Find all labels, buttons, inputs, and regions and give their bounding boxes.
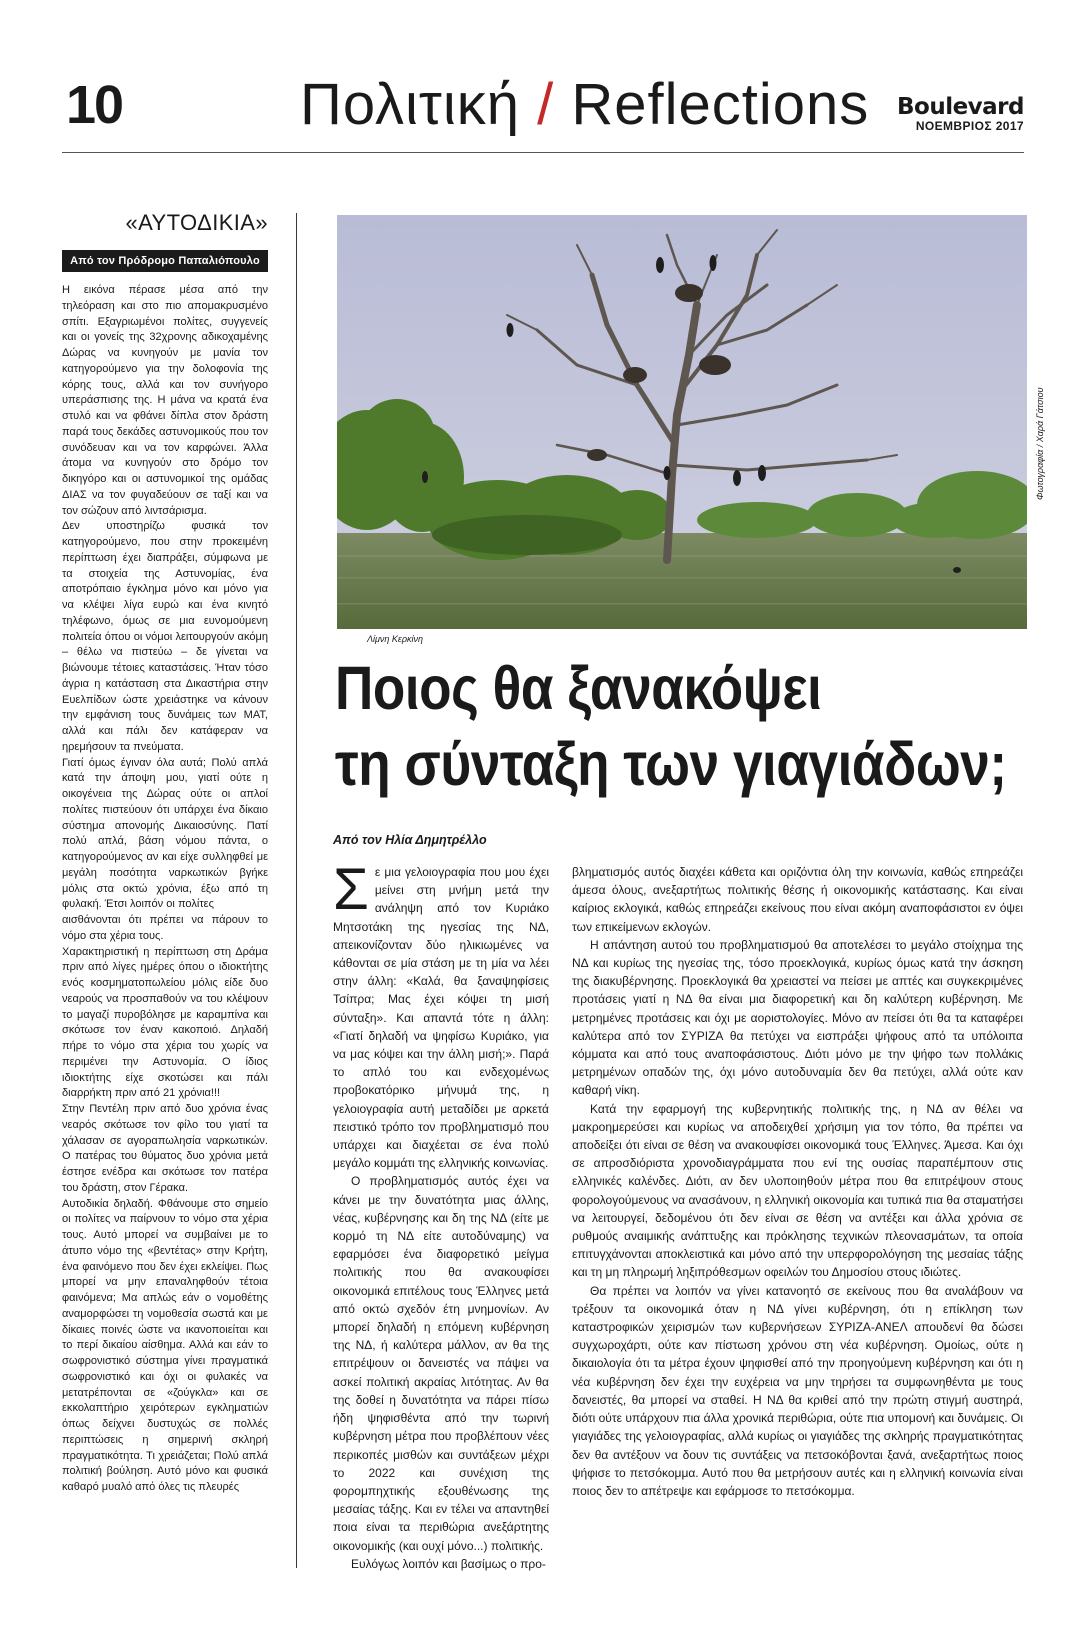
opinion-paragraph: Γιατί όμως έγιναν όλα αυτά; Πολύ απλά κατά την άποψη μου, γιατί ούτε η οικογένεια της Δώρας ούτε οι απλοί πολίτες πιστεύουν ότι υπάρχει ένα δίκαιο σύστημα απονομής Δικαιοσύνης. Πατί πολύ απλά, βάση νόμου πάντα, ο κατηγορούμενος αν και είχε συλληφθεί με μεγάλη ποσότητα ναρκωτικών βγήκε μόλις στα οκτώ χρόνια, έξω από τη φυλακή. Έτσι λοιπόν οι πολίτες [62, 756, 268, 911]
article-paragraph: Ο προβληματισμός αυτός έχει να κάνει με την δυνατότητα μιας άλλης, νέας, κυβέρνησης και δη της ΝΔ (είτε με κορμό τη ΝΔ είτε αυτοδύναμης) να εφαρμόσει ένα διαφορετικό μείγμα πολιτικής που θα ανακουφίσει οικονομικά επιτέλους τους Έλληνες μετά από οκτώ σχεδόν έτη μνημονίων. Αν μπορεί δηλαδή η επόμενη κυβέρνηση της ΝΔ, ή καλύτερα μάλλον, αν θα της επιτρέψουν οι δανειστές να πάψει να ασκεί πολιτική ακραίας λιτότητας. Αν θα της δοθεί η δυνατότητα να πάρει πίσω ήδη ψηφισθέντα από την τωρινή κυβέρνηση μέτρα που προβλέπουν νέες περικοπές μισθών και συντάξεων μέχρι το 2022 και συνέχιση της φορομπηχτικής εξουθένωσης της μεσαίας τάξης. Και εν τέλει να απαντηθεί ποια είναι τα περιθώρια ανεξάρτητης οικονομικής (και ουχί μόνο...) πολιτικής. [333, 1174, 549, 1553]
brand-logo: Boulevard [896, 94, 1024, 120]
photo-credit: Φωτογραφία / Χαρά Γάτσιου [1035, 387, 1045, 500]
opinion-paragraph: Στην Πεντέλη πριν από δυο χρόνια ένας νεαρός σκότωσε τον φίλο του γιατί τα χάλασαν σε αγοραπωλησία ναρκωτικών. Ο πατέρας του θύματος δυο χρόνια μετά έστησε ενέδρα και σκότωσε τον πατέρα του δράστη, στον Γέρακα. [62, 1103, 268, 1194]
article-column-1 [333, 857, 549, 1573]
opinion-byline: Από τον Πρόδρομο Παπαλιόπουλο [62, 250, 268, 272]
opinion-paragraph: Η εικόνα πέρασε μέσα από την τηλεόραση και στο πιο απομακρυσμένο σπίτι. Εξαγριωμένοι πολίτες, συγγενείς και οι γονείς της 32χρονης αδικοχαμένης Δώρας να κυνηγούν με μανία τον κατηγορούμενο για την δολοφονία της κόρης τους, αλλά και τον συνήγορο υπεράσπισης της. Η μάνα να κρατά ένα στυλό και να φθάνει δίπλα στον δράστη παρά τους δεκάδες αστυνομικούς που τον συνόδευαν και να τον καρφώνει. Άλλα άτομα να κυνηγούν στο δρόμο τον δικηγόρο και οι αστυνομικοί της ομάδας ΔΙΑΣ να τον φυγαδεύουν σε ταξί και να τον σώζουν από λιντσάρισμα. [62, 284, 268, 517]
headline-line-1: Ποιος θα ξανακόψει [335, 654, 822, 722]
opinion-paragraph: Χαρακτηριστική η περίπτωση στη Δράμα πριν από λίγες ημέρες όπου ο ιδιοκτήτης ενός κοσμηματοπωλείου μόλις είδε δυο νεαρούς να προσπαθούν να του κλέψουν το μαγαζί πυροβόλησε με καραμπίνα και σκότωσε τον έναν κακοποιό. Δηλαδή πήρε το νόμο στα χέρια του χωρίς να περιμένει την Αστυνομία. Ο ίδιος ιδιοκτήτης είχε σκοτώσει και πάλι διαρρήκτη πριν από 21 χρόνια!!! [62, 945, 268, 1100]
section-english: Reflections [571, 72, 870, 137]
page-number: 10 [66, 75, 123, 135]
opinion-body [62, 283, 268, 1496]
article-column-2 [572, 863, 1023, 1500]
opinion-paragraph: Αυτοδικία δηλαδή. Φθάνουμε στο σημείο οι πολίτες να παίρνουν το νόμο στα χέρια τους. Αυτό μπορεί να συμβαίνει με το άτυπο νόμο της «βεντέτας» στην Κρήτη, ένα φαινόμενο που δεν έχει εκλείψει. Πως μπορεί να μην επαναληφθούν τέτοια φαινόμενα; Μα απλώς εάν ο νομοθέτης αναμορφώσει τη νομοθεσία σωστά και με δίκαιες ποινές ώστε να ικανοποιείται και το περί δικαίου αίσθημα. Αλλά και εάν το σωφρονιστικό σύστημα γίνει πραγματικά σωφρονιστικό και όχι οι φυλακές να μετατρέπονται σε «ζούγκλα» και σε εκκολαπτήριο χειρότερων εγκληματιών όπως δείχνει δυστυχώς σε πολλές περιπτώσεις η σημερινή σκληρή πραγματικότητα. Τι χρειάζεται; Πολύ απλά πολιτική βούληση. Αυτό μόνο και φυσικά καθαρό μυαλό από όλες τις πλευρές [62, 1197, 268, 1493]
article-paragraph: Σε μια γελοιογραφία που μου έχει μείνει στη μνήμη μετά την ανάληψη από τον Κυριάκο Μητσοτάκη της ηγεσίας της ΝΔ, απεικονίζονταν δύο ηλικιωμένες να κάθονται σε μία στάση με τη μία να λέει στην άλλη: «Καλά, θα ξαναψηφίσεις Τσίπρα; Μας έχει κόψει τη μισή σύνταξη». Και απαντά τότε η άλλη: «Γιατί δηλαδή να ψηφίσω Κυριάκο, για να μας κόψει και την άλλη μισή;». Παρά το απλό του και ενδεχομένως προβοκατόρικο μήνυμά της, η γελοιογραφία αυτή μεταδίδει με αρκετά πειστικό τρόπο τον προβληματισμό που υπάρχει και διαχέεται σε ένα πολύ μεγάλο κομμάτι της ελληνικής κοινωνίας. [333, 857, 549, 1171]
article-paragraph: βληματισμός αυτός διαχέει κάθετα και οριζόντια όλη την κοινωνία, καθώς επηρεάζει άμεσα όλους, ανεξαρτήτως πολιτικής θέσης ή οικονομικής κατάστασης. Και είναι καίριος εκλογικά, καθώς επηρεάζει εκείνους που είναι ακόμη αναποφάσιστοι εν όψει των επικείμενων εκλογών. [572, 865, 1023, 934]
article-paragraph: Θα πρέπει να λοιπόν να γίνει κατανοητό σε εκείνους που θα αναλάβουν να τρέξουν τα οικονομικά όταν η ΝΔ γίνει κυβέρνηση, ότι η επίκληση των καταστροφικών χειρισμών των κυβερνήσεων ΣΥΡΙΖΑ-ΑΝΕΛ απουδενί θα δώσει συγχωροχάρτι, ούτε καν πίστωση χρόνου στη νέα κυβέρνηση. Ομοίως, ούτε η δικαιολογία ότι τα μέτρα έχουν ψηφισθεί από την προηγούμενη κυβέρνηση και ότι η νέα κυβέρνηση δεν έχει την ευχέρεια να μην τηρήσει τα συμφωνηθέντα με τους δανειστές, θα μπορεί να σταθεί. Η ΝΔ θα κριθεί από την πρώτη στιγμή αυστηρά, διότι ούτε υπάρχουν πια άλλα χρονικά περιθώρια, ούτε πια υπομονή και δυνάμεις. Οι γιαγιάδες της γελοιογραφίας, αλλά κυρίως οι γιαγιάδες της σκληρής πραγματικότητας δεν θα αντέξουν να δουν τις συντάξεις να πετσοκόβονται ξανά, ανεξαρτήτως ποιος ψήφισε το πετσόκομμα. Αυτό που θα μετρήσουν αυτές και η ελληνική κοινωνία είναι ποιος δεν το απέτρεψε και εφάρμοσε το πετσόκομμα. [572, 1283, 1023, 1498]
article-byline: Από τον Ηλία Δημητρέλλο [333, 833, 487, 847]
article-headline [335, 650, 1007, 802]
headline-line-2: τη σύνταξη των γιαγιάδων; [335, 730, 1007, 798]
photo-caption: Λίμνη Κερκίνη [367, 634, 424, 644]
column-divider [296, 213, 297, 1568]
masthead [897, 96, 1024, 132]
lake-photo [337, 215, 1027, 629]
section-greek: Πολιτική [300, 72, 520, 137]
article-paragraph: Κατά την εφαρμογή της κυβερνητικής πολιτικής της, η ΝΔ αν θέλει να μακροημερεύσει και κυρίως να αποδειχθεί χρήσιμη για τον τόπο, θα πρέπει να αποδείξει ότι είναι σε θέση να ανακουφίσει οικονομικά τους Έλληνες. Άμεσα. Και όχι σε απροσδιόριστα χρονοδιαγράμματα που ενί της ουσίας παραπέμπουν στις ελληνικές καλένδες. Διότι, αν δεν υλοποιηθούν μέτρα που θα επιτρέψουν στους φορολογούμενους να ανασάνουν, η ελληνική οικονομία και τυπικά πια θα σταματήσει να λειτουργεί, δεδομένου ότι δεν είναι σε θέση να αντέξει και άλλα χρόνια σε ρυθμούς αναιμικής ανάπτυξης και πρόκλησης τεχνικών πλεονασμάτων, τα οποία επιτυγχάνονται αποκλειστικά και μόνο από την υπερφορολόγηση της μεσαίας τάξης και τη μη πληρωμή ληξιπρόθεσμων οφειλών του Δημοσίου στους ιδιώτες. [572, 1101, 1023, 1280]
issue-date: ΝΟΕΜΒΡΙΟΣ 2017 [915, 119, 1024, 133]
article-paragraph: Ευλόγως λοιπόν και βασίμως ο προ- [351, 1556, 546, 1571]
section-title [300, 72, 870, 137]
section-separator: / [537, 72, 555, 137]
opinion-paragraph: αισθάνονται ότι πρέπει να πάρουν το νόμο στα χέρια τους. [62, 914, 268, 942]
opinion-paragraph: Δεν υποστηρίζω φυσικά τον κατηγορούμενο, που στην προκειμένη περίπτωση έχει διαπράξει, σύμφωνα με τα στοιχεία της Αστυνομίας, ένα αποτρόπαιο έγκλημα μόνο και μόνο για να κλέψει λίγα ευρώ και ένα κινητό τηλέφωνο, όμως σε μια ευνομούμενη πολιτεία όπου οι νόμοι λειτουργούν ακόμη – θέλω να πιστεύω – δε γίνεται να βιώνουμε τέτοιες καταστάσεις. Ήταν τόσο άγρια η κατάσταση στα Δικαστήρια στην Ευελπίδων ώστε χρειάστηκε να κάνουν την εμφάνιση τους δυνάμεις των ΜΑΤ, αλλά και πάλι δεν κατάφεραν να ηρεμήσουν τα πνεύματα. [62, 520, 268, 753]
header-divider [62, 152, 1024, 153]
opinion-title: «ΑΥΤΟΔΙΚΙΑ» [125, 210, 268, 235]
drop-cap: Σ [333, 857, 369, 922]
article-paragraph: Η απάντηση αυτού του προβληματισμού θα αποτελέσει το μεγάλο στοίχημα της ΝΔ και κυρίως της ηγεσίας της, τόσο προεκλογικά, κυρίως όμως κατά την άσκηση της διακυβέρνησης. Προεκλογικά θα χρειαστεί να πείσει με απτές και συγκεκριμένες προτάσεις γιατί η ΝΔ θα είναι μια διαφορετική και δη καλύτερη κυβέρνηση. Με μετρημένες προτάσεις και όχι με αοριστολογίες. Μόνο αν πείσει ότι θα τα καταφέρει καλύτερα από τον ΣΥΡΙΖΑ θα πετύχει να εισπράξει ψήφους από τα υπόλοιπα κόμματα και από τους αναποφάσιστους. Διότι μόνο με την ψήφο των πολλάκις μετρημένων οπαδών της, όχι μόνο αυτοδυναμία δεν θα πετύχει, αλλά ούτε καν καθαρή νίκη. [572, 937, 1023, 1098]
